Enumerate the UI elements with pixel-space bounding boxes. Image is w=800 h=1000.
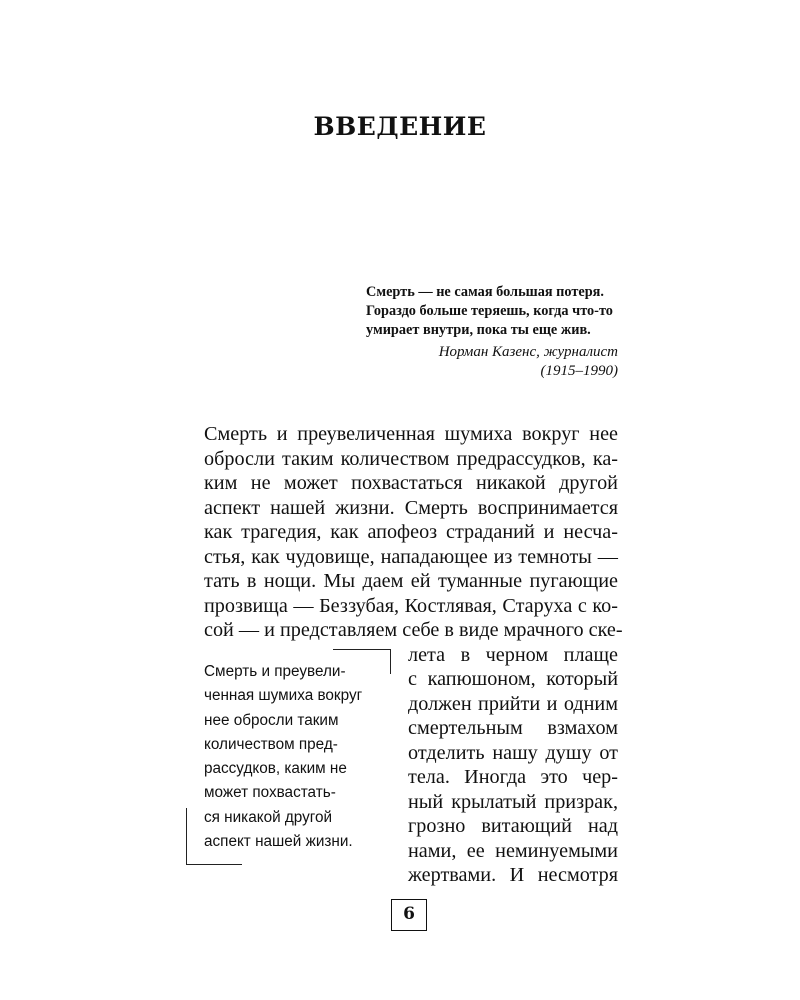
pull-quote-line: Смерть и преувели- xyxy=(204,663,346,680)
body-line: смертельным взмахом xyxy=(408,717,618,739)
pull-quote-line: может похвастать- xyxy=(204,784,336,802)
body-line: с капюшоном, который xyxy=(408,668,618,690)
body-line: прозвища — Беззубая, Костлявая, Старуха с ко- xyxy=(204,594,618,617)
chapter-title: ВВЕДЕНИЕ xyxy=(313,112,487,141)
body-line: тать в нощи. Мы даем ей туманные пугающие xyxy=(204,570,618,592)
body-line: грозно витающий над xyxy=(408,815,618,837)
body-line: тела. Иногда это чер- xyxy=(408,766,618,788)
pull-quote-line: рассудков, каким не xyxy=(204,760,347,778)
body-line: жертвами. И несмотря xyxy=(408,864,618,886)
body-line: обросли таким количеством предрассудков, ка- xyxy=(204,447,618,470)
body-line: как трагедия, как апофеоз страданий и несча- xyxy=(204,521,618,543)
epigraph-years: (1915–1990) xyxy=(540,363,618,379)
epigraph-line: Смерть — не самая большая потеря. xyxy=(366,284,604,300)
body-line: ким не может похвастаться никакой другой xyxy=(204,472,618,494)
body-line: стья, как чудовище, нападающее из темноты — xyxy=(204,545,618,568)
body-line: лета в черном плаще xyxy=(408,643,618,666)
body-line: должен прийти и одним xyxy=(408,692,618,715)
epigraph-quote xyxy=(366,283,618,340)
body-line: сой — и представляем себе в виде мрачного ске- xyxy=(204,619,623,641)
pull-quote-line: аспект нашей жизни. xyxy=(204,833,353,851)
epigraph-author: Норман Казенс, журналист xyxy=(438,344,618,360)
epigraph-line: умирает внутри, пока ты еще жив. xyxy=(366,322,591,338)
body-line: отделить нашу душу от xyxy=(408,741,618,764)
epigraph-line: Гораздо больше теряешь, когда что-то xyxy=(366,303,613,319)
epigraph xyxy=(366,283,618,381)
pull-quote-line: количеством пред- xyxy=(204,735,338,753)
callout-bracket-bottom xyxy=(186,808,242,865)
pull-quote-line: ся никакой другой xyxy=(204,808,333,826)
pull-quote-line: ченная шумиха вокруг xyxy=(204,687,363,705)
pull-quote-line: нее обросли таким xyxy=(204,711,339,729)
page-number: 6 xyxy=(391,899,427,931)
body-line: нами, ее неминуемыми xyxy=(408,839,618,862)
body-line: Смерть и преувеличенная шумиха вокруг нее xyxy=(204,423,618,445)
body-line: аспект нашей жизни. Смерть воспринимается xyxy=(204,496,618,519)
body-line: ный крылатый призрак, xyxy=(408,790,618,813)
